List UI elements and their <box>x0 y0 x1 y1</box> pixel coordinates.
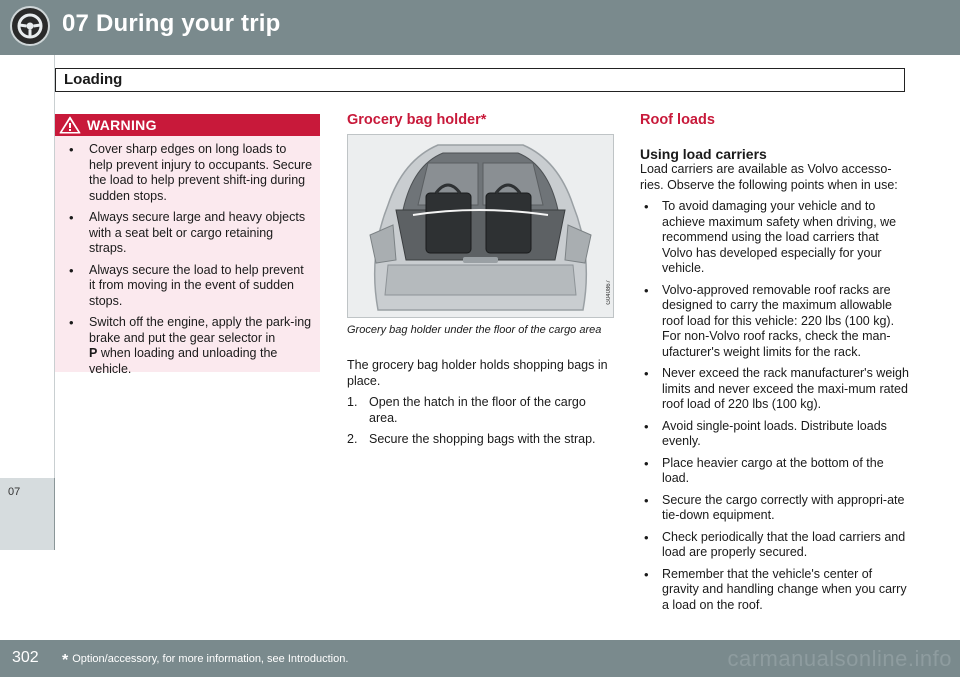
warning-header <box>55 114 320 136</box>
warning-item: • Cover sharp edges on long loads to help prevent injury to occupants. Secure the load to help prevent shift-ing during sudden stops. <box>63 142 313 204</box>
warning-box <box>55 114 320 376</box>
chapter-header <box>0 0 960 55</box>
grocery-steps <box>347 395 615 448</box>
warning-item-text: Switch off the engine, apply the park-ing brake and put the gear selector in <box>89 315 312 345</box>
roof-loads-section <box>640 112 910 619</box>
grocery-intro: The grocery bag holder holds shopping bags in place. <box>347 358 608 388</box>
section-title: Loading <box>64 71 123 88</box>
roof-item: • Never exceed the rack manufacturer's weigh limits and never exceed the maxi-mum rated roof load of 220 lbs (100 kg). <box>640 366 910 413</box>
step-number: 1. <box>347 395 358 409</box>
step-text: Open the hatch in the floor of the cargo area. <box>369 395 586 425</box>
image-caption: Grocery bag holder under the floor of the cargo area <box>347 324 602 336</box>
roof-item: • Place heavier cargo at the bottom of the load. <box>640 456 910 487</box>
grocery-body <box>347 358 615 454</box>
step-item <box>347 432 615 448</box>
chapter-tab[interactable] <box>0 478 55 550</box>
page-number: 302 <box>12 649 39 666</box>
roof-item: • To avoid damaging your vehicle and to achieve maximum safety when driving, we recommend using the load carriers that Volvo has developed especially for your vehicle. <box>640 199 910 277</box>
step-number: 2. <box>347 432 358 446</box>
load-carriers-subheading: Using load carriers <box>640 146 767 162</box>
grocery-section <box>347 112 615 128</box>
footnote-text: Option/accessory, for more information, see Introduction. <box>72 653 349 665</box>
warning-triangle-icon <box>59 116 81 134</box>
warning-title: WARNING <box>87 117 157 133</box>
steering-wheel-icon <box>10 6 50 46</box>
gear-position-p: P <box>89 346 98 360</box>
roof-item: • Secure the cargo correctly with appropri-ate tie-down equipment. <box>640 493 910 524</box>
roof-item: • Volvo-approved removable roof racks are designed to carry the maximum allowable roof load for this vehicle: 220 lbs (100 kg). For non-Volvo roof racks, check the man-ufacturer's weight limits for the rack. <box>640 283 910 361</box>
image-code: G040867 <box>606 280 612 305</box>
roof-item: • Avoid single-point loads. Distribute loads evenly. <box>640 419 910 450</box>
grocery-bag-holder-image <box>347 134 614 318</box>
watermark: carmanualsonline.info <box>727 646 952 671</box>
roof-loads-heading: Roof loads <box>640 112 715 128</box>
section-title-bar <box>55 68 905 92</box>
warning-list <box>63 142 313 383</box>
roof-item: • Remember that the vehicle's center of gravity and handling change when you carry a load on the roof. <box>640 567 910 614</box>
step-item <box>347 395 615 426</box>
warning-item-tail: when loading and unloading the vehicle. <box>89 346 278 376</box>
chapter-tab-label: 07 <box>8 486 21 498</box>
warning-item: • Always secure large and heavy objects with a seat belt or cargo retaining straps. <box>63 210 313 257</box>
grocery-heading: Grocery bag holder* <box>347 112 487 128</box>
roof-intro: Load carriers are available as Volvo accesso-ries. Observe the following points when in use: <box>640 162 898 192</box>
warning-item <box>63 315 313 377</box>
roof-list <box>640 199 910 613</box>
step-text: Secure the shopping bags with the strap. <box>369 432 596 446</box>
page-footer <box>0 640 960 677</box>
roof-item: • Check periodically that the load carriers and load are properly secured. <box>640 530 910 561</box>
footnote <box>62 652 348 670</box>
footnote-star: * <box>62 652 69 669</box>
chapter-title: 07 During your trip <box>62 10 281 37</box>
warning-item: • Always secure the load to help prevent it from moving in the event of sudden stops. <box>63 263 313 310</box>
